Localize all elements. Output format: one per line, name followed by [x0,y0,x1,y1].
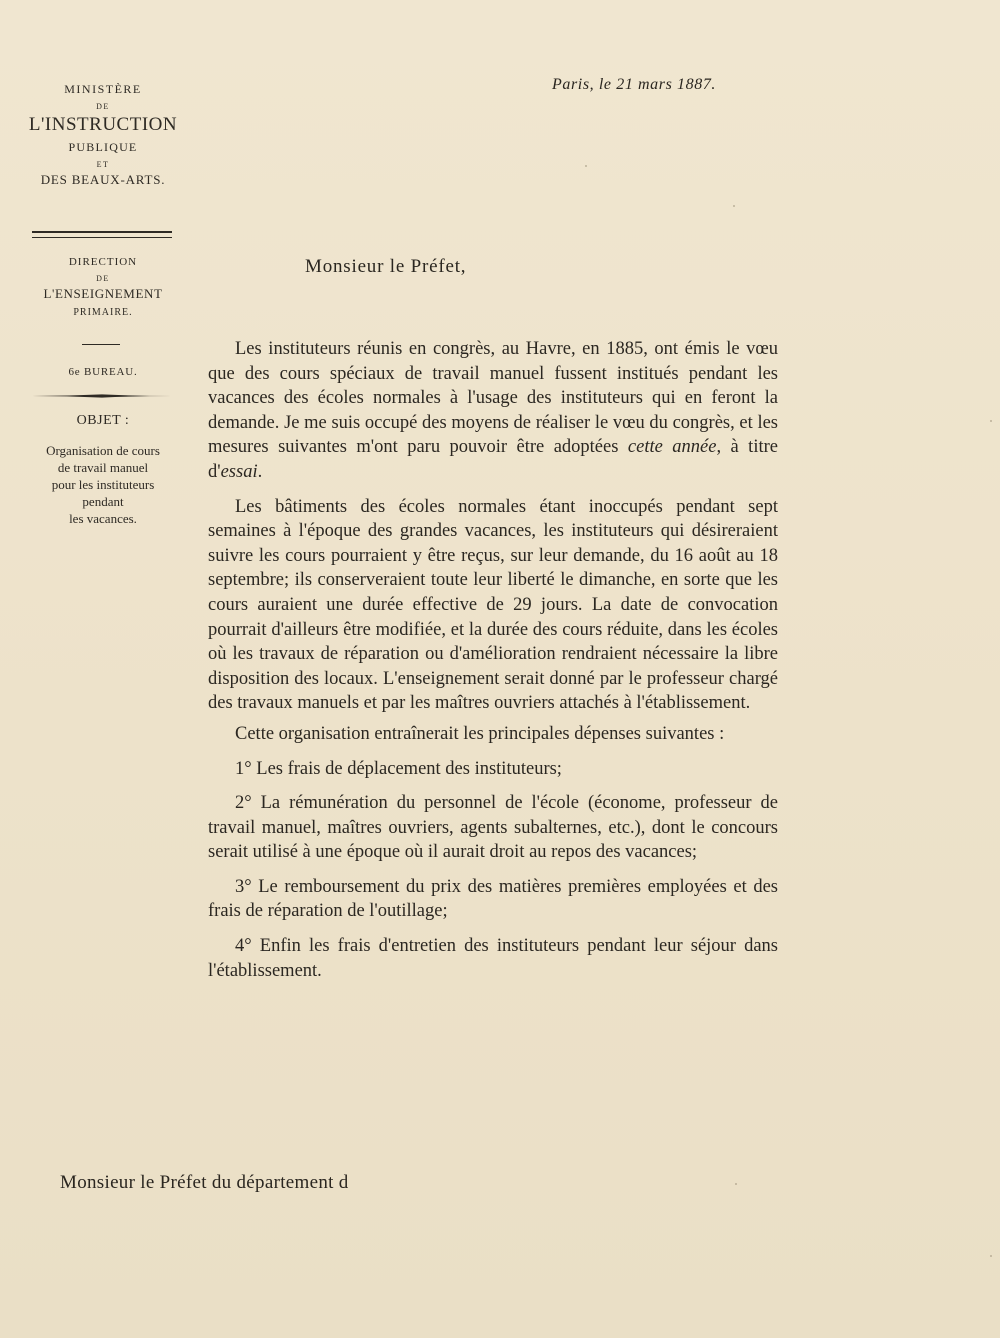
ministry-line: L'INSTRUCTION [28,114,178,135]
paragraph [208,337,778,485]
paragraph-text: Les instituteurs réunis en congrès, au Havre, en 1885, ont émis le vœu que des cours spéciaux de travail manuel fussent institués pendant les vacances des écoles normales à l'usage des instituteurs qui en feront la demande. Je me suis occupé des moyens de réaliser le vœu du congrès, et les mesures suivantes m'ont paru pouvoir être adoptées [208,339,778,458]
paragraph: Cette organisation entraînerait les principales dépenses suivantes : [235,723,725,744]
paper-speck [735,1183,737,1185]
paper-speck [990,420,992,422]
ministry-line: ET [96,160,110,169]
dateline: Paris, le 21 mars 1887. [552,76,717,93]
objet-line: de travail manuel [57,460,149,475]
direction-line: DE [96,274,110,283]
ministry-line: DE [96,102,110,111]
bureau-label: 6e BUREAU. [68,366,138,378]
emphasis-text: cette année [627,437,717,458]
list-item: 1° Les frais de déplacement des instituteurs; [235,758,562,779]
ministry-line: PUBLIQUE [68,140,138,154]
letter-body [208,337,778,989]
direction-line: PRIMAIRE. [73,307,133,318]
paragraph: Les bâtiments des écoles normales étant inoccupés pendant sept semaines à l'époque des grandes vacances, les instituteurs qui désireraient suivre les cours pourraient y être reçus, sur leur demande, du 16 août au 18 septembre; ils conserveraient toute leur liberté le dimanche, en sorte que les cours auraient une durée effective de 29 jours. La date de convocation pourrait d'ailleurs être modifiée, et la durée des cours réduite, dans les écoles où les travaux de réparation ou d'amélioration rendraient nécessaire la libre disposition des locaux. L'enseignement serait donné par le professeur chargé des travaux manuels et par les maîtres ouvriers attachés à l'établissement. [208,496,778,714]
paragraph-text: . [257,461,263,482]
double-rule-divider [32,231,172,238]
paper-speck [733,205,735,207]
ministry-line: DES BEAUX-ARTS. [40,172,166,187]
paragraph-text: , à titre d' [208,437,778,482]
ministry-heading [22,82,184,188]
objet-line: les vacances. [69,511,137,526]
list-item: 4° Enfin les frais d'entretien des instituteurs pendant leur séjour dans l'établissement. [208,936,778,981]
paper-speck [990,1255,992,1257]
list-item: 3° Le remboursement du prix des matières premières employées et des frais de réparation de l'outillage; [208,876,778,922]
emphasis-text: essai [220,461,258,482]
ministry-line: MINISTÈRE [64,82,142,96]
salutation: Monsieur le Préfet, [305,256,467,277]
direction-line: L'ENSEIGNEMENT [43,286,163,301]
objet-label: OBJET : [76,413,130,428]
direction-heading [22,256,184,318]
paper-speck [585,165,587,167]
objet-description [22,442,184,527]
swell-rule-divider [32,394,172,398]
addressee-line: Monsieur le Préfet du département d [60,1172,349,1193]
objet-line: Organisation de cours [46,443,160,458]
direction-line: DIRECTION [68,256,138,268]
short-rule-divider [82,344,120,345]
list-item: 2° La rémunération du personnel de l'école (économe, professeur de travail manuel, maîtres ouvriers, agents subalternes, etc.), dont le concours serait utilisé à une époque où il aurait droit au repos des vacances; [208,793,778,863]
objet-line: pendant [82,494,124,509]
objet-line: pour les instituteurs [51,477,155,492]
